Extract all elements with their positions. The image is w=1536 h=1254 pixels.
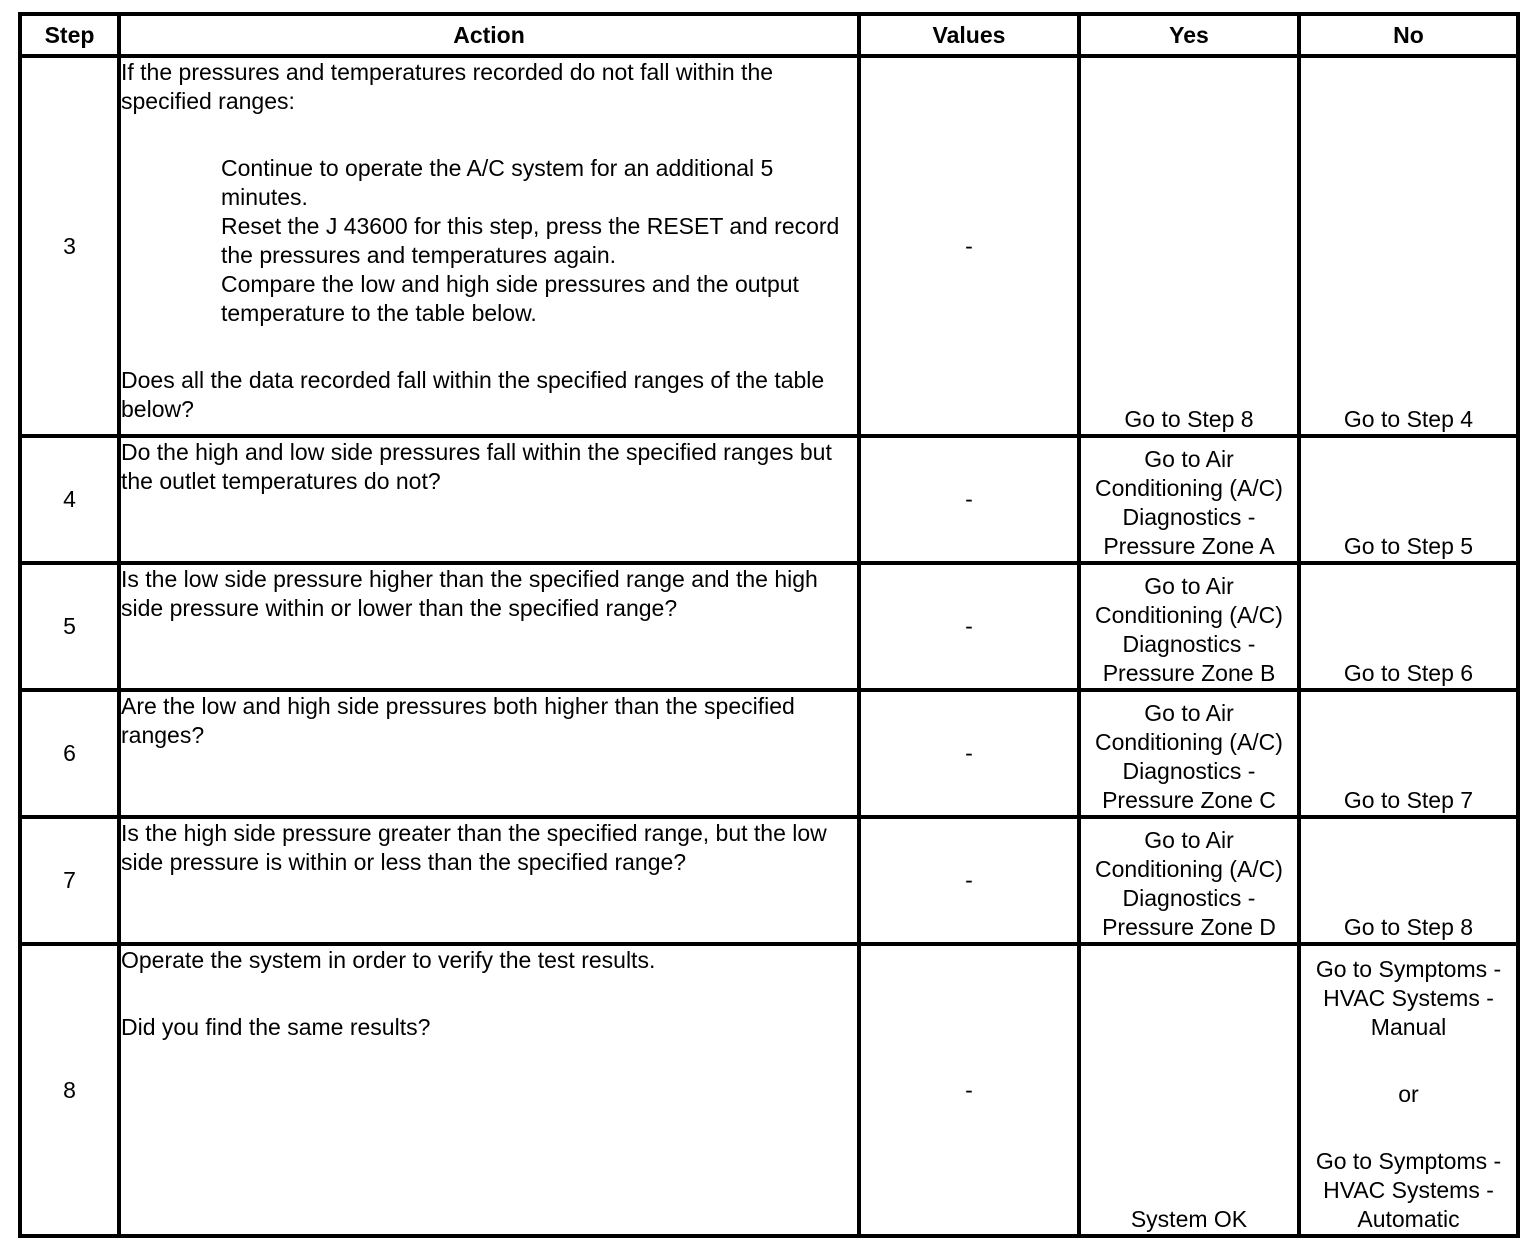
yes-line: Diagnostics - — [1122, 758, 1256, 784]
yes-line: Conditioning (A/C) — [1095, 475, 1283, 501]
yes-link[interactable] — [1079, 817, 1299, 944]
step-number: 4 — [20, 436, 119, 563]
action-substep: Compare the low and high side pressures and the output temperature to the table below. — [221, 271, 799, 326]
yes-link[interactable] — [1079, 563, 1299, 690]
or-separator: or — [1398, 1081, 1419, 1107]
yes-line: Go to Air — [1144, 827, 1234, 853]
yes-link[interactable] — [1079, 690, 1299, 817]
header-row — [20, 14, 1518, 56]
step-number: 6 — [20, 690, 119, 817]
values-cell: - — [859, 944, 1079, 1236]
values-cell: - — [859, 563, 1079, 690]
step-number: 7 — [20, 817, 119, 944]
yes-line: Go to Air — [1144, 700, 1234, 726]
header-yes: Yes — [1079, 14, 1299, 56]
no-cell — [1299, 944, 1518, 1236]
no-line: HVAC Systems - — [1323, 985, 1494, 1011]
header-values: Values — [859, 14, 1079, 56]
step-number: 8 — [20, 944, 119, 1236]
table-row — [20, 56, 1518, 436]
yes-line: Diagnostics - — [1122, 885, 1256, 911]
action-text: If the pressures and temperatures recorded do not fall within the specified ranges: — [121, 59, 774, 114]
action-substep: Reset the J 43600 for this step, press the RESET and record the pressures and temperatures again. — [221, 213, 840, 268]
no-link[interactable]: Go to Step 4 — [1299, 56, 1518, 436]
yes-line: Diagnostics - — [1122, 504, 1256, 530]
action-substep: Continue to operate the A/C system for an additional 5 minutes. — [221, 155, 774, 210]
yes-line: Pressure Zone D — [1102, 914, 1276, 940]
yes-line: Pressure Zone C — [1102, 787, 1276, 813]
diagnostic-table — [18, 12, 1520, 1238]
action-text: Do the high and low side pressures fall within the specified ranges but the outlet temperatures do not? — [119, 436, 859, 563]
yes-line: Pressure Zone A — [1103, 533, 1275, 559]
no-link[interactable]: Go to Step 5 — [1299, 436, 1518, 563]
no-line: Automatic — [1357, 1206, 1460, 1232]
yes-link[interactable] — [1079, 436, 1299, 563]
yes-link[interactable]: System OK — [1079, 944, 1299, 1236]
yes-line: Conditioning (A/C) — [1095, 729, 1283, 755]
header-step: Step — [20, 14, 119, 56]
action-question: Does all the data recorded fall within the specified ranges of the table below? — [121, 367, 825, 422]
step-number: 3 — [20, 56, 119, 436]
table-row — [20, 690, 1518, 817]
no-line: Go to Symptoms - — [1315, 1148, 1502, 1174]
values-cell: - — [859, 436, 1079, 563]
no-line: HVAC Systems - — [1323, 1177, 1494, 1203]
action-text: Is the high side pressure greater than the specified range, but the low side pressure is within or less than the specified range? — [119, 817, 859, 944]
no-link[interactable]: Go to Step 8 — [1299, 817, 1518, 944]
table-row — [20, 944, 1518, 1236]
values-cell: - — [859, 56, 1079, 436]
action-text: Operate the system in order to verify the test results. — [121, 947, 656, 973]
values-cell: - — [859, 690, 1079, 817]
yes-link[interactable]: Go to Step 8 — [1079, 56, 1299, 436]
header-no: No — [1299, 14, 1518, 56]
step-number: 5 — [20, 563, 119, 690]
header-action: Action — [119, 14, 859, 56]
action-substeps — [121, 154, 857, 328]
yes-line: Go to Air — [1144, 446, 1234, 472]
action-question: Did you find the same results? — [121, 1014, 431, 1040]
action-cell — [119, 56, 859, 436]
no-link[interactable]: Go to Step 6 — [1299, 563, 1518, 690]
table-row — [20, 563, 1518, 690]
yes-line: Go to Air — [1144, 573, 1234, 599]
yes-line: Pressure Zone B — [1102, 660, 1276, 686]
table-row — [20, 436, 1518, 563]
yes-line: Diagnostics - — [1122, 631, 1256, 657]
action-text: Is the low side pressure higher than the specified range and the high side pressure within or lower than the specified range? — [119, 563, 859, 690]
symptoms-manual-link[interactable] — [1301, 955, 1516, 1042]
table-row — [20, 817, 1518, 944]
values-cell: - — [859, 817, 1079, 944]
yes-line: Conditioning (A/C) — [1095, 602, 1283, 628]
no-line: Go to Symptoms - — [1315, 956, 1502, 982]
symptoms-automatic-link[interactable] — [1301, 1147, 1516, 1234]
action-text: Are the low and high side pressures both higher than the specified ranges? — [119, 690, 859, 817]
no-line: Manual — [1370, 1014, 1447, 1040]
yes-line: Conditioning (A/C) — [1095, 856, 1283, 882]
no-link[interactable]: Go to Step 7 — [1299, 690, 1518, 817]
action-cell — [119, 944, 859, 1236]
